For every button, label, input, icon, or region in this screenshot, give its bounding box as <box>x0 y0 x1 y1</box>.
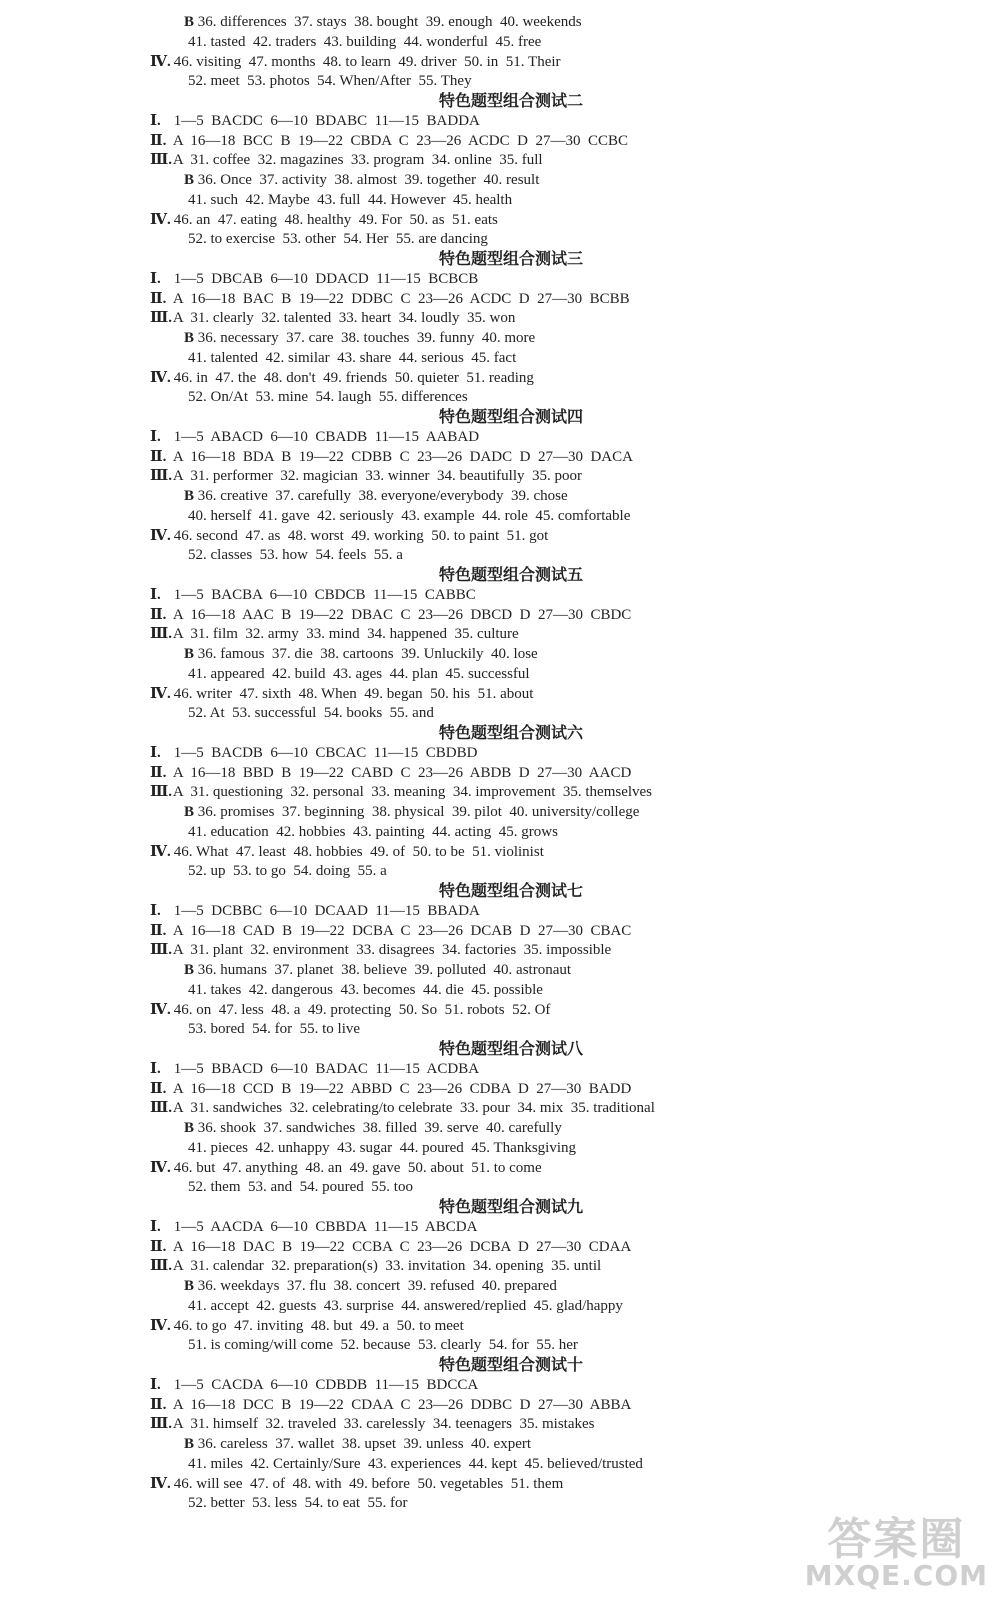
answer-text-group <box>170 1158 542 1178</box>
answer-text-group <box>188 1454 643 1474</box>
answer-text-group <box>188 190 512 210</box>
answer-text-group <box>170 150 543 170</box>
answer-text-group <box>170 1316 464 1336</box>
answer-text: A 31. questioning 32. personal 33. meaning 34. improvement 35. themselves <box>170 784 653 801</box>
answer-text-group <box>188 1138 576 1158</box>
section-heading: 特色题型组合测试二 <box>438 91 583 110</box>
part-numeral: Ⅱ. <box>150 764 167 781</box>
answer-text-group <box>170 427 479 447</box>
answer-text: 52. On/At 53. mine 54. laugh 55. differences <box>188 389 468 406</box>
answer-text: 51. is coming/will come 52. because 53. clearly 54. for 55. her <box>188 1337 578 1354</box>
answer-text: 41. takes 42. dangerous 43. becomes 44. die 45. possible <box>188 981 543 998</box>
part-numeral: Ⅳ. <box>150 685 171 702</box>
answer-text: 46. to go 47. inviting 48. but 49. a 50. to meet <box>170 1317 464 1334</box>
answer-text: 52. up 53. to go 54. doing 55. a <box>188 863 387 880</box>
answer-text-group <box>188 1177 413 1197</box>
sub-part-label: B <box>184 1120 195 1136</box>
answer-text: A 16—18 AAC B 19—22 DBAC C 23—26 DBCD D 27—30 CBDC <box>170 606 632 623</box>
answer-text-group <box>184 1276 557 1296</box>
answer-text-group <box>170 526 548 546</box>
sub-part-label: B <box>184 962 195 978</box>
section-heading: 特色题型组合测试十 <box>438 1355 583 1374</box>
part-numeral: Ⅱ. <box>150 290 167 307</box>
part-numeral: Ⅳ. <box>150 53 171 70</box>
answer-text-group <box>170 269 478 289</box>
answer-text-group <box>170 763 631 783</box>
answer-text-group <box>170 1000 550 1020</box>
answer-text-group <box>170 940 611 960</box>
answer-text: 36. necessary 37. care 38. touches 39. funny 40. more <box>194 330 536 346</box>
answer-text: 1—5 BBACD 6—10 BADAC 11—15 ACDBA <box>170 1060 480 1077</box>
answer-text-group <box>188 1019 360 1039</box>
answer-text: A 16—18 BDA B 19—22 CDBB C 23—26 DADC D 27—30 DACA <box>170 448 633 465</box>
answer-text-group <box>170 585 476 605</box>
answer-text: A 16—18 BCC B 19—22 CBDA C 23—26 ACDC D 27—30 CCBC <box>170 132 628 149</box>
answer-text: 36. creative 37. carefully 38. everyone/everybody 39. chose <box>194 488 568 504</box>
part-numeral: Ⅳ. <box>150 211 171 228</box>
answer-text: A 31. calendar 32. preparation(s) 33. invitation 34. opening 35. until <box>170 1258 602 1275</box>
answer-text: A 16—18 BBD B 19—22 CABD C 23—26 ABDB D 27—30 AACD <box>170 764 632 781</box>
answer-text: 1—5 BACDB 6—10 CBCAC 11—15 CBDBD <box>170 744 478 761</box>
answer-text-group <box>170 111 480 131</box>
watermark-en: MXQE.COM <box>804 1559 988 1592</box>
answer-text-group <box>188 32 541 52</box>
answer-text: 1—5 DBCAB 6—10 DDACD 11—15 BCBCB <box>170 270 479 287</box>
part-numeral: Ⅲ. <box>150 152 173 169</box>
part-numeral: Ⅰ. <box>150 112 161 129</box>
answer-text: 1—5 BACBA 6—10 CBDCB 11—15 CABBC <box>170 586 476 603</box>
sub-part-label: B <box>184 1436 195 1452</box>
answer-text-group <box>170 131 628 151</box>
answer-text-group <box>170 1474 563 1494</box>
answer-text-group <box>188 822 558 842</box>
answer-text: 41. pieces 42. unhappy 43. sugar 44. poured 45. Thanksgiving <box>188 1139 577 1156</box>
answer-text: A 16—18 DCC B 19—22 CDAA C 23—26 DDBC D 27—30 ABBA <box>170 1396 632 1413</box>
answer-text-group <box>188 545 403 565</box>
answer-text-group <box>170 743 477 763</box>
sub-part-label: B <box>184 646 195 662</box>
answer-text-group <box>170 921 631 941</box>
answer-text: A 31. film 32. army 33. mind 34. happened 35. culture <box>170 626 519 643</box>
answer-text-group <box>170 447 633 467</box>
answer-text: 41. accept 42. guests 43. surprise 44. answered/replied 45. glad/happy <box>188 1297 623 1314</box>
part-numeral: Ⅲ. <box>150 1100 173 1117</box>
answer-text-group <box>170 1414 594 1434</box>
section-heading: 特色题型组合测试八 <box>438 1039 583 1058</box>
answer-text: 1—5 BACDC 6—10 BDABC 11—15 BADDA <box>170 112 480 129</box>
answer-text-group <box>170 52 561 72</box>
answer-text: 1—5 CACDA 6—10 CDBDB 11—15 BDCCA <box>170 1376 479 1393</box>
answer-text: 36. famous 37. die 38. cartoons 39. Unluckily 40. lose <box>194 646 538 662</box>
answer-text: 46. writer 47. sixth 48. When 49. began 50. his 51. about <box>170 685 534 702</box>
answer-text-group <box>170 842 544 862</box>
part-numeral: Ⅰ. <box>150 270 161 287</box>
part-numeral: Ⅰ. <box>150 1218 161 1235</box>
answer-text-group <box>188 348 516 368</box>
watermark-logo <box>804 1514 988 1592</box>
part-numeral: Ⅱ. <box>150 132 167 149</box>
answer-text: A 16—18 CAD B 19—22 DCBA C 23—26 DCAB D 27—30 CBAC <box>170 922 632 939</box>
answer-text-group <box>188 664 530 684</box>
answer-text-group <box>188 1296 623 1316</box>
answer-text-group <box>170 1375 478 1395</box>
answer-text: 52. meet 53. photos 54. When/After 55. They <box>188 73 472 90</box>
part-numeral: Ⅲ. <box>150 1416 173 1433</box>
answer-text-group <box>188 71 472 91</box>
answer-text-group <box>188 387 468 407</box>
answer-text: A 31. clearly 32. talented 33. heart 34. loudly 35. won <box>170 310 516 327</box>
answer-text: 41. appeared 42. build 43. ages 44. plan 45. successful <box>188 665 530 682</box>
sub-part-label: B <box>184 330 195 346</box>
part-numeral: Ⅱ. <box>150 606 167 623</box>
answer-text-group <box>188 229 488 249</box>
answer-text-group <box>188 861 387 881</box>
answer-text: 1—5 ABACD 6—10 CBADB 11—15 AABAD <box>170 428 480 445</box>
answer-text-group <box>184 170 539 190</box>
answer-text: A 16—18 CCD B 19—22 ABBD C 23—26 CDBA D 27—30 BADD <box>170 1080 632 1097</box>
answer-text: A 31. coffee 32. magazines 33. program 34. online 35. full <box>170 152 543 169</box>
answer-text: 36. careless 37. wallet 38. upset 39. unless 40. expert <box>194 1436 532 1452</box>
part-numeral: Ⅰ. <box>150 902 161 919</box>
part-numeral: Ⅲ. <box>150 1258 173 1275</box>
part-numeral: Ⅲ. <box>150 468 173 485</box>
answer-text-group <box>184 12 582 32</box>
answer-text: 46. in 47. the 48. don't 49. friends 50. quieter 51. reading <box>170 369 534 386</box>
answer-text: A 31. sandwiches 32. celebrating/to celebrate 33. pour 34. mix 35. traditional <box>170 1100 655 1117</box>
answer-text-group <box>188 1493 408 1513</box>
answer-text: 36. shook 37. sandwiches 38. filled 39. serve 40. carefully <box>194 1120 562 1136</box>
part-numeral: Ⅳ. <box>150 1317 171 1334</box>
part-numeral: Ⅱ. <box>150 922 167 939</box>
answer-text-group <box>184 644 538 664</box>
answer-text-group <box>170 1059 479 1079</box>
part-numeral: Ⅳ. <box>150 527 171 544</box>
answer-text-group <box>188 1335 578 1355</box>
answer-text-group <box>170 1217 477 1237</box>
sub-part-label: B <box>184 14 195 30</box>
answer-text-group <box>184 486 568 506</box>
answer-text: 46. second 47. as 48. worst 49. working 50. to paint 51. got <box>170 527 549 544</box>
answer-text-group <box>184 1434 531 1454</box>
part-numeral: Ⅱ. <box>150 1238 167 1255</box>
answer-text-group <box>170 210 498 230</box>
answer-text: 41. talented 42. similar 43. share 44. serious 45. fact <box>188 349 517 366</box>
answer-text-group <box>184 1118 562 1138</box>
part-numeral: Ⅰ. <box>150 1376 161 1393</box>
answer-text-group <box>188 703 434 723</box>
answer-text-group <box>170 1237 631 1257</box>
section-heading: 特色题型组合测试六 <box>438 723 583 742</box>
answer-text: 46. visiting 47. months 48. to learn 49. driver 50. in 51. Their <box>170 53 561 70</box>
answer-text-group <box>170 1395 631 1415</box>
answer-text: 52. better 53. less 54. to eat 55. for <box>188 1495 408 1512</box>
watermark-cn: 答案圈 <box>827 1514 966 1565</box>
answer-text: A 31. plant 32. environment 33. disagrees 34. factories 35. impossible <box>170 942 612 959</box>
part-numeral: Ⅱ. <box>150 448 167 465</box>
answer-text-group <box>184 328 535 348</box>
answer-text-group <box>170 684 533 704</box>
answer-text-group <box>170 605 631 625</box>
answer-text-group <box>170 1256 601 1276</box>
answer-text: 52. them 53. and 54. poured 55. too <box>188 1179 413 1196</box>
answer-text: 36. differences 37. stays 38. bought 39. enough 40. weekends <box>194 14 582 30</box>
answer-text: 1—5 AACDA 6—10 CBBDA 11—15 ABCDA <box>170 1218 478 1235</box>
part-numeral: Ⅲ. <box>150 942 173 959</box>
answer-text: A 16—18 BAC B 19—22 DDBC C 23—26 ACDC D 27—30 BCBB <box>170 290 630 307</box>
answer-text-group <box>170 1098 655 1118</box>
sub-part-label: B <box>184 488 195 504</box>
answer-text: A 16—18 DAC B 19—22 CCBA C 23—26 DCBA D 27—30 CDAA <box>170 1238 632 1255</box>
section-heading: 特色题型组合测试三 <box>438 249 583 268</box>
part-numeral: Ⅲ. <box>150 310 173 327</box>
section-heading: 特色题型组合测试四 <box>438 407 583 426</box>
part-numeral: Ⅱ. <box>150 1396 167 1413</box>
answer-text: A 31. performer 32. magician 33. winner 34. beautifully 35. poor <box>170 468 582 485</box>
answer-text: 1—5 DCBBC 6—10 DCAAD 11—15 BBADA <box>170 902 480 919</box>
part-numeral: Ⅲ. <box>150 626 173 643</box>
answer-text: 36. promises 37. beginning 38. physical 39. pilot 40. university/college <box>194 804 640 820</box>
part-numeral: Ⅳ. <box>150 1159 171 1176</box>
answer-text: A 31. himself 32. traveled 33. carelessly 34. teenagers 35. mistakes <box>170 1416 595 1433</box>
sub-part-label: B <box>184 172 195 188</box>
answer-text-group <box>184 802 639 822</box>
answer-text: 36. Once 37. activity 38. almost 39. together 40. result <box>194 172 540 188</box>
answer-text: 52. At 53. successful 54. books 55. and <box>188 705 434 722</box>
part-numeral: Ⅳ. <box>150 843 171 860</box>
part-numeral: Ⅳ. <box>150 1475 171 1492</box>
answer-text: 52. classes 53. how 54. feels 55. a <box>188 547 403 564</box>
part-numeral: Ⅱ. <box>150 1080 167 1097</box>
answer-text-group <box>170 308 515 328</box>
part-numeral: Ⅰ. <box>150 744 161 761</box>
answer-text: 46. What 47. least 48. hobbies 49. of 50. to be 51. violinist <box>170 843 544 860</box>
answer-text-group <box>170 1079 631 1099</box>
answer-text: 46. on 47. less 48. a 49. protecting 50. So 51. robots 52. Of <box>170 1001 551 1018</box>
answer-text: 46. but 47. anything 48. an 49. gave 50. about 51. to come <box>170 1159 542 1176</box>
part-numeral: Ⅰ. <box>150 428 161 445</box>
part-numeral: Ⅰ. <box>150 1060 161 1077</box>
answer-text: 36. weekdays 37. flu 38. concert 39. refused 40. prepared <box>194 1278 557 1294</box>
answer-text-group <box>170 289 630 309</box>
answer-text-group <box>184 960 571 980</box>
section-heading: 特色题型组合测试五 <box>438 565 583 584</box>
answer-text: 40. herself 41. gave 42. seriously 43. example 44. role 45. comfortable <box>188 507 631 524</box>
answer-text: 41. such 42. Maybe 43. full 44. However 45. health <box>188 191 513 208</box>
section-heading: 特色题型组合测试七 <box>438 881 583 900</box>
answer-text-group <box>170 624 519 644</box>
answer-text: 41. miles 42. Certainly/Sure 43. experiences 44. kept 45. believed/trusted <box>188 1455 643 1472</box>
part-numeral: Ⅳ. <box>150 1001 171 1018</box>
answer-text: 46. an 47. eating 48. healthy 49. For 50. as 51. eats <box>170 211 498 228</box>
part-numeral: Ⅲ. <box>150 784 173 801</box>
answer-text-group <box>170 782 652 802</box>
answer-text-group <box>170 901 480 921</box>
answer-text: 52. to exercise 53. other 54. Her 55. are dancing <box>188 231 488 248</box>
answer-text: 46. will see 47. of 48. with 49. before 50. vegetables 51. them <box>170 1475 564 1492</box>
answer-text-group <box>170 368 534 388</box>
answer-text: 53. bored 54. for 55. to live <box>188 1021 361 1038</box>
answer-text-group <box>188 506 630 526</box>
part-numeral: Ⅰ. <box>150 586 161 603</box>
sub-part-label: B <box>184 1278 195 1294</box>
section-heading: 特色题型组合测试九 <box>438 1197 583 1216</box>
part-numeral: Ⅳ. <box>150 369 171 386</box>
answer-text-group <box>188 980 543 1000</box>
answer-text: 36. humans 37. planet 38. believe 39. polluted 40. astronaut <box>194 962 572 978</box>
answer-text: 41. tasted 42. traders 43. building 44. wonderful 45. free <box>188 33 542 50</box>
answer-text: 41. education 42. hobbies 43. painting 44. acting 45. grows <box>188 823 558 840</box>
answer-text-group <box>170 466 582 486</box>
sub-part-label: B <box>184 804 195 820</box>
